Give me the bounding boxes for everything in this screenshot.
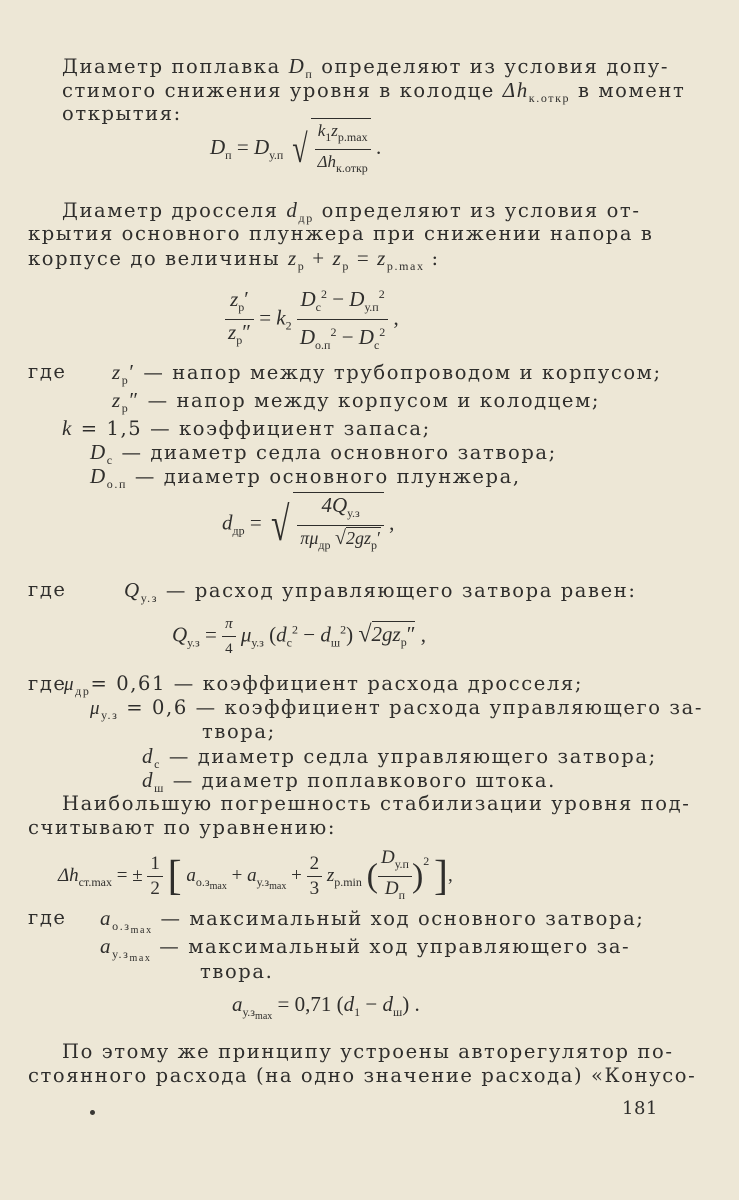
equation-level-error: $\Delta h_{ст.max}$ = ± $\frac{1}{2}$ [ $a_{о.з_{max}} + a_{у.з_{max}}$ + $\frac{2}{3}$ $z_{p.min}$ ( $\frac{D_{у.п}}{D_п}$ )$^2$ ], [58,847,453,902]
definition-mu-throttle: $\mu_{др}= 0,61$ — коэффициент расхода дросселя; [64,672,584,698]
where-label-2: где [28,578,67,601]
definition-a-control-cont: твора. [200,960,274,983]
where-label-1: где [28,360,67,383]
definition-Dc: $D_с$ — диаметр седла основного затвора; [90,440,557,467]
definition-a-control: $a_{у.з_{max}}$ — максимальный ход управляющего за- [100,934,631,964]
definition-dsh: $d_ш$ — диаметр поплавкового штока. [142,768,556,795]
para2-line1: Диаметр дросселя $d_{др}$ определяют из условия от- [62,198,641,225]
definition-k: k = 1,5 — коэффициент запаса; [62,416,431,440]
para1-line3: открытия: [62,102,182,125]
equation-float-diameter: $D_п = D_{у.п}$ √ $\frac{k_1z_{p.max}}{\Delta h_{к.откр}}$ . [210,118,381,180]
definition-z-double-prime: $z_р''$ — напор между корпусом и колодцем; [112,388,601,415]
para1-line1: Диаметр поплавка $D_п$ определяют из условия допу- [62,54,670,81]
where-label-4: где [28,906,67,929]
equation-control-stroke: $a_{у.з_{max}} = 0,71$ $(d_1 - d_ш)$ . [232,992,420,1022]
equation-pressure-ratio: $\frac{z_р'}{z_р''}$ = $k_2$ $\frac{D_с^2 - D_{у.п}^2}{D_{о.п}^2 - D_с^2}$ , [225,282,399,357]
equation-throttle-diameter: $d_{др}$ = √ $\frac{4Q_{у.з}}{\pi\mu_{др} √2gz_р'}$ , [222,492,394,557]
ink-dot [90,1110,95,1115]
definition-Q: $Q_{у.з}$ — расход управляющего затвора равен: [124,578,637,605]
page-number: 181 [622,1098,658,1119]
equation-control-flow: $Q_{у.з}$ = $\frac{\pi}{4}$ $\mu_{у.з}$ $(d_с^2 - d_ш^2)$ $√2gz_р''$ , [172,612,426,661]
para3-line1: Наибольшую погрешность стабилизации уровня под- [62,792,691,815]
para1-line2: стимого снижения уровня в колодце $\Delta h_{к.откр}$ в момент [62,78,686,105]
definition-Dop: $D_{о.п}$ — диаметр основного плунжера, [90,464,521,491]
definition-a-main: $a_{о.з_{max}}$ — максимальный ход основного затвора; [100,906,645,936]
para3-line2: считывают по уравнению: [28,816,337,839]
para4-line2: стоянного расхода (на одно значение расхода) «Конусо- [28,1064,697,1087]
definition-dc: $d_с$ — диаметр седла управляющего затвора; [142,744,657,771]
where-label-3: где [28,672,67,695]
definition-mu-control-cont: твора; [202,720,276,743]
para2-line2: крытия основного плунжера при снижении напора в [28,222,654,245]
definition-z-prime: $z_р'$ — напор между трубопроводом и корпусом; [112,360,662,387]
para4-line1: По этому же принципу устроены авторегулятор по- [62,1040,674,1063]
para2-line3: корпусе до величины $z_р + z_р = z_{p.max}$ : [28,246,440,273]
definition-mu-control: $\mu_{у.з} = 0,6$ — коэффициент расхода управляющего за- [90,696,704,722]
